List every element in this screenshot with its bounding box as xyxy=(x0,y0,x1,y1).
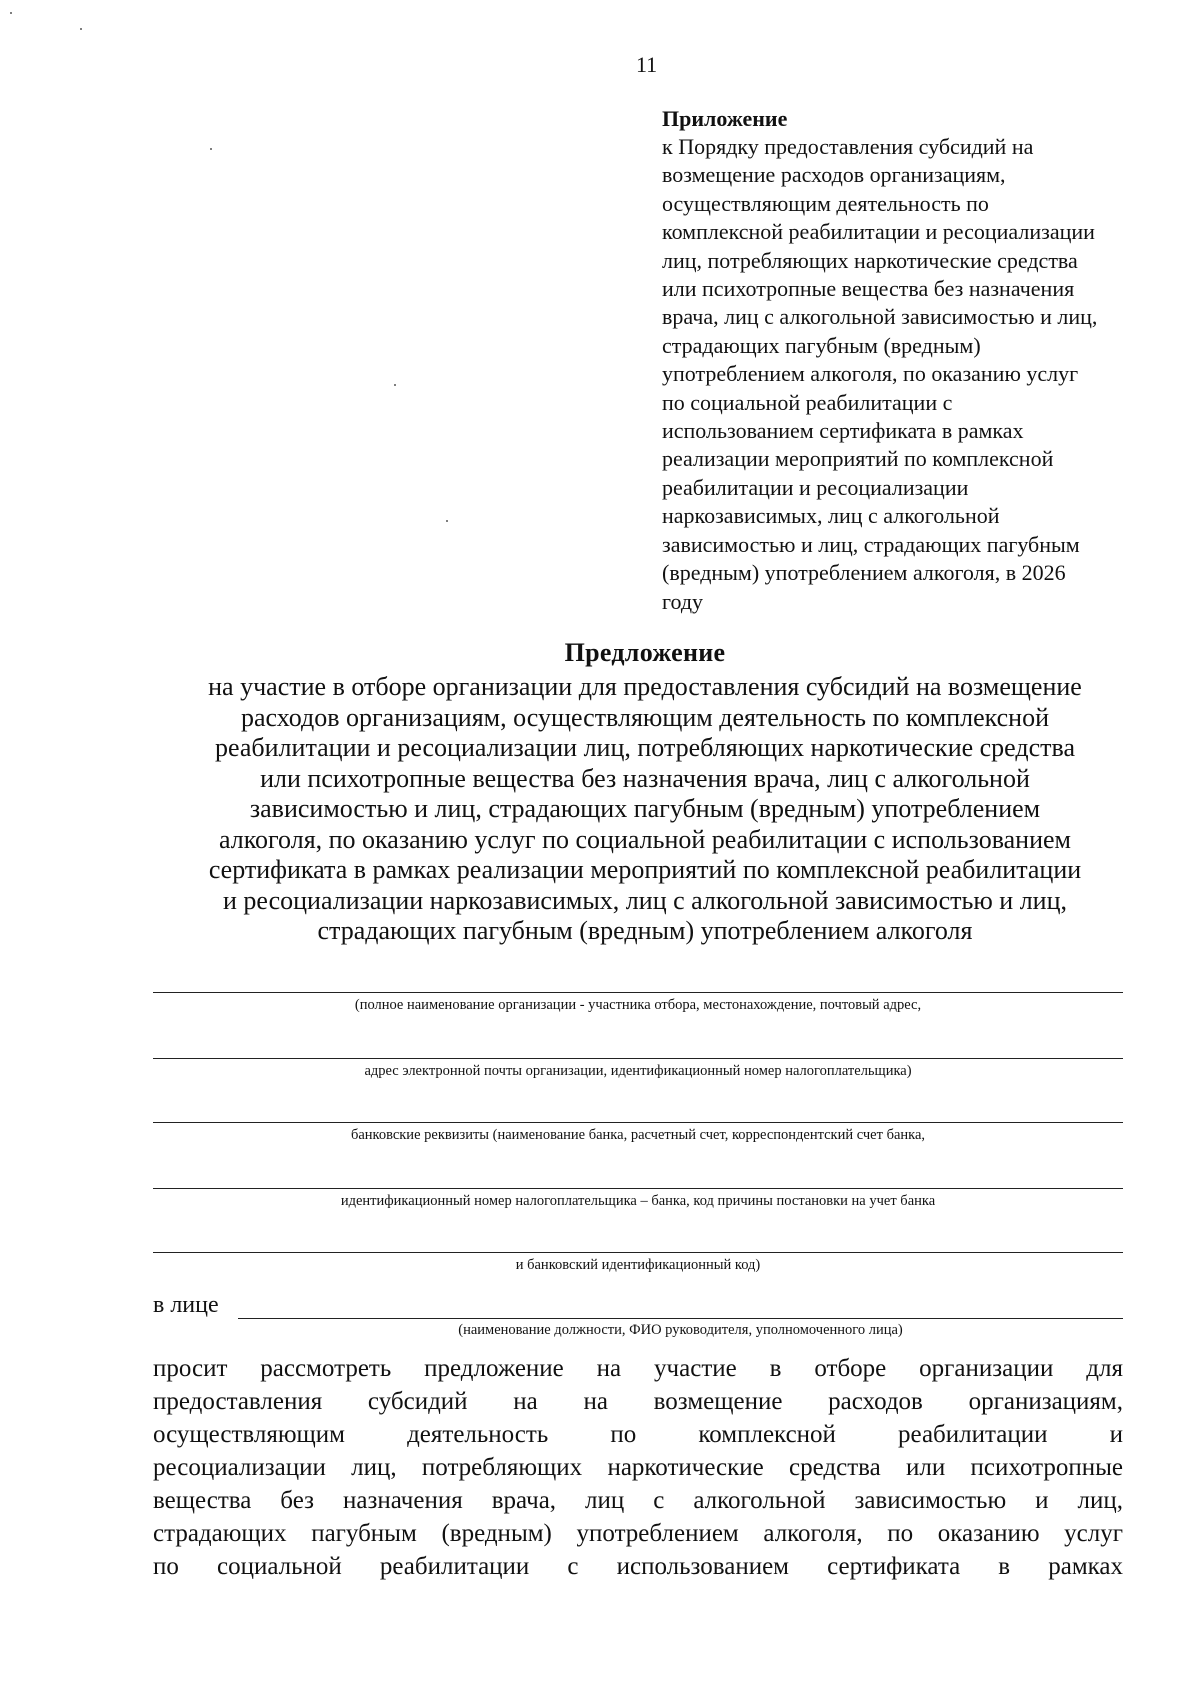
field-caption: и банковский идентификационный код) xyxy=(515,1257,761,1273)
scan-speck xyxy=(394,384,396,386)
appendix-title: Приложение xyxy=(662,106,788,131)
body-line: по социальной реабилитации с использованием сертификата в рамках xyxy=(153,1553,1123,1580)
proposal-subtitle: на участие в отборе организации для предоставления субсидий на возмещение расходов организациям, осуществляющим деятельность по комплексной реабилитации и ресоциализации лиц, потребляющих наркотические средства или психотропные вещества без назначения врача, лиц с алкогольной зависимостью и лиц, страдающих пагубным (вредным) употреблением алкоголя, по оказанию услуг по социальной реабилитации с использованием сертификата в рамках реализации мероприятий по комплексной реабилитации и ресоциализации наркозависимых, лиц с алкогольной зависимостью и лиц, страдающих пагубным (вредным) употреблением алкоголя xyxy=(208,672,1082,945)
field-caption: (полное наименование организации - участника отбора, местонахождение, почтовый адрес, xyxy=(354,997,922,1013)
represented-by-field-line[interactable] xyxy=(238,1318,1123,1319)
scan-speck xyxy=(210,148,212,150)
body-line: страдающих пагубным (вредным) употреблением алкоголя, по оказанию услуг xyxy=(153,1520,1123,1547)
page-number: 11 xyxy=(636,52,658,77)
proposal-title: Предложение xyxy=(564,638,726,667)
body-line: осуществляющим деятельность по комплексной реабилитации и xyxy=(153,1421,1123,1448)
scan-speck xyxy=(10,12,12,14)
field-caption: идентификационный номер налогоплательщика – банка, код причины постановки на учет банка xyxy=(340,1193,936,1209)
appendix-text: к Порядку предоставления субсидий на возмещение расходов организациям, осуществляющим деятельность по комплексной реабилитации и ресоциализации лиц, потребляющих наркотические средства или психотропные вещества без назначения врача, лиц с алкогольной зависимостью и лиц, страдающих пагубным (вредным) употреблением алкоголя, по оказанию услуг по социальной реабилитации с использованием сертификата в рамках реализации мероприятий по комплексной реабилитации и ресоциализации наркозависимых, лиц с алкогольной зависимостью и лиц, страдающих пагубным (вредным) употреблением алкоголя, в 2026 году xyxy=(662,134,1098,614)
bank-details-field-line[interactable] xyxy=(153,1122,1123,1123)
bank-inn-kpp-field-line[interactable] xyxy=(153,1188,1123,1189)
scan-speck xyxy=(446,520,448,522)
body-paragraph xyxy=(153,1352,1123,1583)
scan-speck xyxy=(80,28,82,30)
appendix-block xyxy=(662,105,1162,616)
represented-by-caption: (наименование должности, ФИО руководителя, уполномоченного лица) xyxy=(458,1322,903,1338)
email-inn-field-line[interactable] xyxy=(153,1058,1123,1059)
body-line: ресоциализации лиц, потребляющих наркотические средства или психотропные xyxy=(153,1454,1123,1481)
organization-name-field-line[interactable] xyxy=(153,992,1123,993)
body-line: предоставления субсидий на на возмещение расходов организациям, xyxy=(153,1388,1123,1415)
bank-bic-field-line[interactable] xyxy=(153,1252,1123,1253)
body-line: просит рассмотреть предложение на участие в отборе организации для xyxy=(153,1355,1123,1382)
represented-by-label: в лице xyxy=(153,1292,219,1318)
field-caption: адрес электронной почты организации, идентификационный номер налогоплательщика) xyxy=(364,1063,912,1079)
body-line: вещества без назначения врача, лиц с алкогольной зависимостью и лиц, xyxy=(153,1487,1123,1514)
field-caption: банковские реквизиты (наименование банка, расчетный счет, корреспондентский счет банка, xyxy=(350,1127,926,1143)
